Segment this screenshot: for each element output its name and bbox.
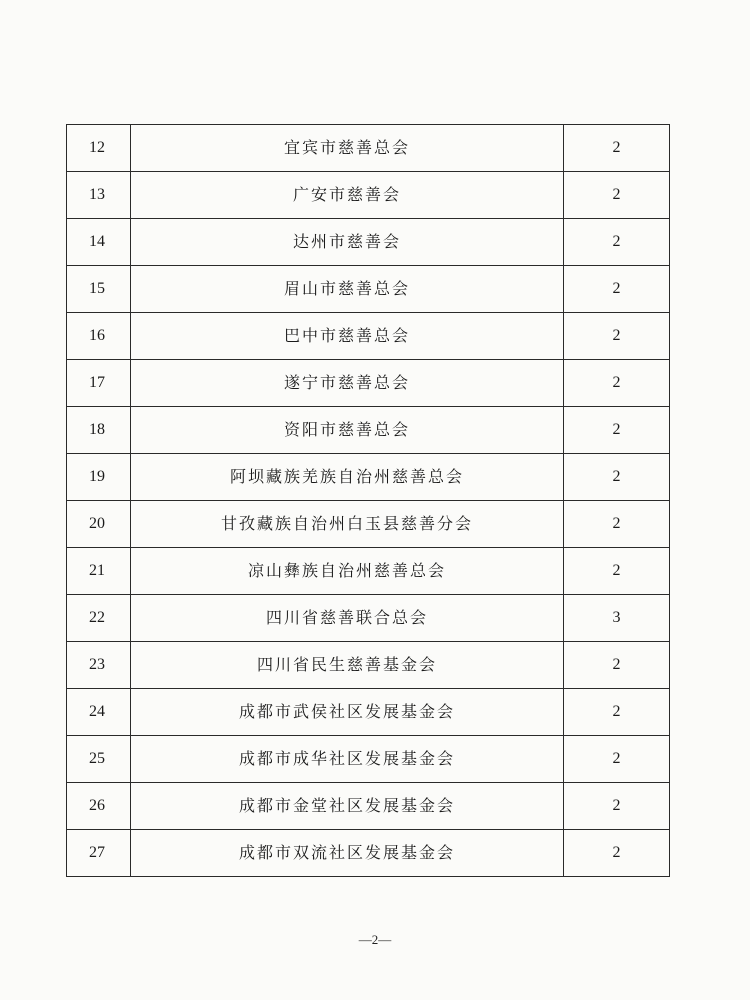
row-count: 2 (564, 266, 670, 313)
page-number: —2— (358, 932, 392, 947)
row-count: 2 (564, 360, 670, 407)
row-number: 17 (67, 360, 131, 407)
organization-name: 眉山市慈善总会 (131, 266, 564, 313)
organization-name: 成都市成华社区发展基金会 (131, 736, 564, 783)
organization-name: 广安市慈善会 (131, 172, 564, 219)
organization-name: 巴中市慈善总会 (131, 313, 564, 360)
row-count: 2 (564, 313, 670, 360)
row-number: 24 (67, 689, 131, 736)
organization-name: 甘孜藏族自治州白玉县慈善分会 (131, 501, 564, 548)
table-row (67, 454, 670, 501)
row-number: 19 (67, 454, 131, 501)
table-row (67, 548, 670, 595)
table-row (67, 313, 670, 360)
row-number: 22 (67, 595, 131, 642)
organization-name: 成都市双流社区发展基金会 (131, 830, 564, 877)
table-row (67, 125, 670, 172)
row-count: 2 (564, 548, 670, 595)
table-row (67, 736, 670, 783)
row-count: 2 (564, 172, 670, 219)
table-row (67, 172, 670, 219)
row-number: 23 (67, 642, 131, 689)
organization-name: 宜宾市慈善总会 (131, 125, 564, 172)
table-row (67, 783, 670, 830)
row-count: 2 (564, 407, 670, 454)
row-count: 2 (564, 736, 670, 783)
row-number: 21 (67, 548, 131, 595)
row-count: 2 (564, 689, 670, 736)
organization-table (66, 124, 670, 877)
organization-name: 资阳市慈善总会 (131, 407, 564, 454)
table-row (67, 642, 670, 689)
row-count: 2 (564, 454, 670, 501)
table-row (67, 407, 670, 454)
row-number: 13 (67, 172, 131, 219)
row-number: 20 (67, 501, 131, 548)
table-row (67, 689, 670, 736)
table-row (67, 501, 670, 548)
table-row (67, 360, 670, 407)
organization-name: 成都市武侯社区发展基金会 (131, 689, 564, 736)
organization-name: 遂宁市慈善总会 (131, 360, 564, 407)
row-number: 12 (67, 125, 131, 172)
row-number: 26 (67, 783, 131, 830)
row-number: 15 (67, 266, 131, 313)
table-row (67, 830, 670, 877)
table-row (67, 266, 670, 313)
organization-name: 阿坝藏族羌族自治州慈善总会 (131, 454, 564, 501)
row-number: 18 (67, 407, 131, 454)
organization-name: 四川省慈善联合总会 (131, 595, 564, 642)
row-count: 2 (564, 125, 670, 172)
organization-name: 达州市慈善会 (131, 219, 564, 266)
row-number: 16 (67, 313, 131, 360)
row-count: 3 (564, 595, 670, 642)
organization-name: 四川省民生慈善基金会 (131, 642, 564, 689)
table-row (67, 219, 670, 266)
row-number: 27 (67, 830, 131, 877)
organization-name: 凉山彝族自治州慈善总会 (131, 548, 564, 595)
row-number: 25 (67, 736, 131, 783)
row-count: 2 (564, 783, 670, 830)
table-row (67, 595, 670, 642)
row-count: 2 (564, 830, 670, 877)
row-count: 2 (564, 642, 670, 689)
row-count: 2 (564, 501, 670, 548)
row-count: 2 (564, 219, 670, 266)
row-number: 14 (67, 219, 131, 266)
organization-name: 成都市金堂社区发展基金会 (131, 783, 564, 830)
